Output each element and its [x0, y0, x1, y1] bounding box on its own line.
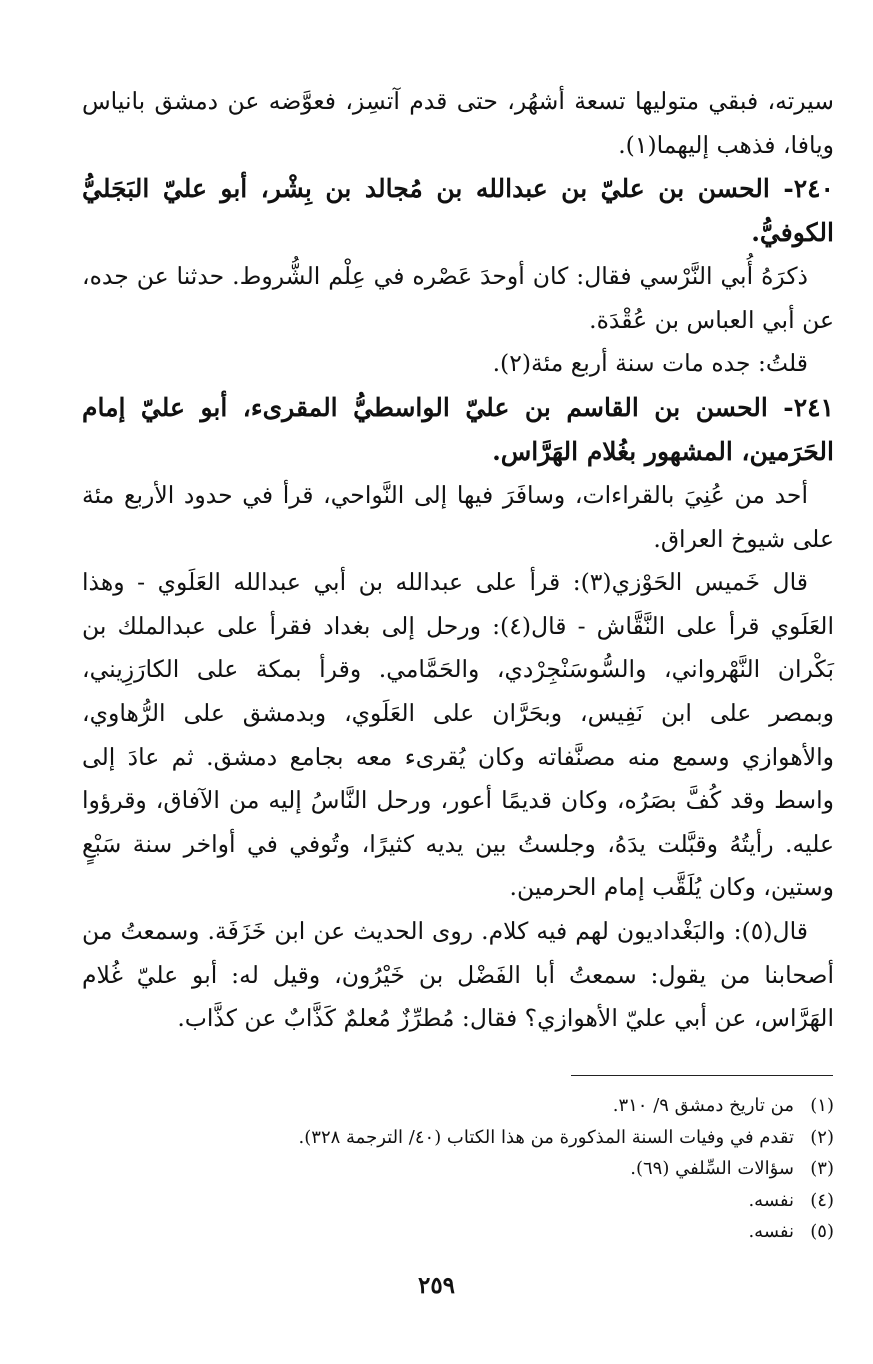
- footnotes: [82, 1090, 834, 1248]
- paragraph-continuation: سيرته، فبقي متوليها تسعة أشهُر، حتى قدم آتسِز، فعوَّضه عن دمشق بانياس ويافا، فذهب إليهما(١).: [82, 87, 834, 159]
- footnote-item: [82, 1185, 834, 1217]
- entry-241-heading: [82, 386, 834, 474]
- footnote-number: (٥): [810, 1221, 834, 1242]
- entry-240-heading: [82, 167, 834, 255]
- footnote-item: [82, 1216, 834, 1248]
- page-body: [82, 80, 834, 1041]
- page-number: ٢٥٩: [417, 1272, 456, 1299]
- entry-240-paragraph-1: ذكرَهُ أُبي النَّرْسي فقال: كان أوحدَ عَصْره في عِلْم الشُّروط. حدثنا عن جده، عن أبي العباس بن عُقْدَة.: [82, 262, 834, 334]
- footnote-item: [82, 1090, 834, 1122]
- entry-240-title: الحسن بن عليّ بن عبدالله بن مُجالد بن بِشْر، أبو عليّ البَجَليُّ الكوفيُّ.: [82, 174, 834, 248]
- footnote-text: تقدم في وفيات السنة المذكورة من هذا الكتاب (٤٠/ الترجمة ٣٢٨).: [298, 1126, 794, 1148]
- footnote-text: من تاريخ دمشق ٩/ ٣١٠.: [612, 1095, 794, 1116]
- entry-241-paragraph-2: قال خَميس الحَوْزي(٣): قرأ على عبدالله بن أبي عبدالله العَلَوي - وهذا العَلَوي قرأ على النَّقَّاش - قال(٤): ورحل إلى بغداد فقرأ على عبدالملك بن بَكْران النَّهْرواني، والسُّوسَنْجِرْدي، والحَمَّامي. وقرأ بمكة على الكارَزِيني، وبمصر على ابن نَفِيس، وبحَرَّان على العَلَوي، وبدمشق على الرُّهاوي، والأهوازي وسمع منه مصنَّفاته وكان يُقرىء معه بجامع دمشق. ثم عادَ إلى واسط وقد كُفَّ بصَرُه، وكان قديمًا أعور، ورحل النَّاسُ إليه من الآفاق، وقرؤوا عليه. رأيتُهُ وقبَّلت يدَهُ، وجلستُ بين يديه كثيرًا، وتُوفي في أواخر سنة سَبْعٍ وستين، وكان يُلَقَّب إمام الحرمين.: [82, 568, 834, 902]
- entry-241-title: الحسن بن القاسم بن عليّ الواسطيُّ المقرىء، أبو عليّ إمام الحَرَمين، المشهور بغُلام الهَرَّاس.: [82, 392, 834, 466]
- footnote-number: (٢): [810, 1126, 834, 1148]
- footnote-text: نفسه.: [748, 1189, 794, 1211]
- entry-240-paragraph-2: قلتُ: جده مات سنة أربع مئة(٢).: [492, 349, 808, 378]
- footnote-number: (١): [810, 1095, 834, 1116]
- footnote-item: [82, 1122, 834, 1154]
- footnote-item: [82, 1153, 834, 1185]
- entry-241-paragraph-3: قال(٥): والبَغْداديون لهم فيه كلام. روى الحديث عن ابن خَزَفَة. وسمعتُ من أصحابنا من يقول: سمعتُ أبا الفَضْل بن خَيْرُون، وقيل له: أبو عليّ غُلام الهَرَّاس، عن أبي عليّ الأهوازي؟ فقال: مُطرِّزٌ مُعلمٌ كَذَّابٌ عن كذَّاب.: [82, 916, 834, 1033]
- entry-241-paragraph-1: أحد من عُنِيَ بالقراءات، وسافَرَ فيها إلى النَّواحي، قرأ في حدود الأربع مئة على شيوخ العراق.: [82, 480, 834, 553]
- footnote-divider: [571, 1075, 833, 1076]
- footnote-text: سؤالات السِّلفي (٦٩).: [630, 1158, 794, 1179]
- footnote-text: نفسه.: [748, 1221, 794, 1242]
- entry-240-number: ٢٤٠-: [783, 174, 834, 204]
- footnote-number: (٤): [810, 1189, 834, 1211]
- footnote-number: (٣): [810, 1158, 834, 1179]
- entry-241-number: ٢٤١-: [783, 392, 834, 422]
